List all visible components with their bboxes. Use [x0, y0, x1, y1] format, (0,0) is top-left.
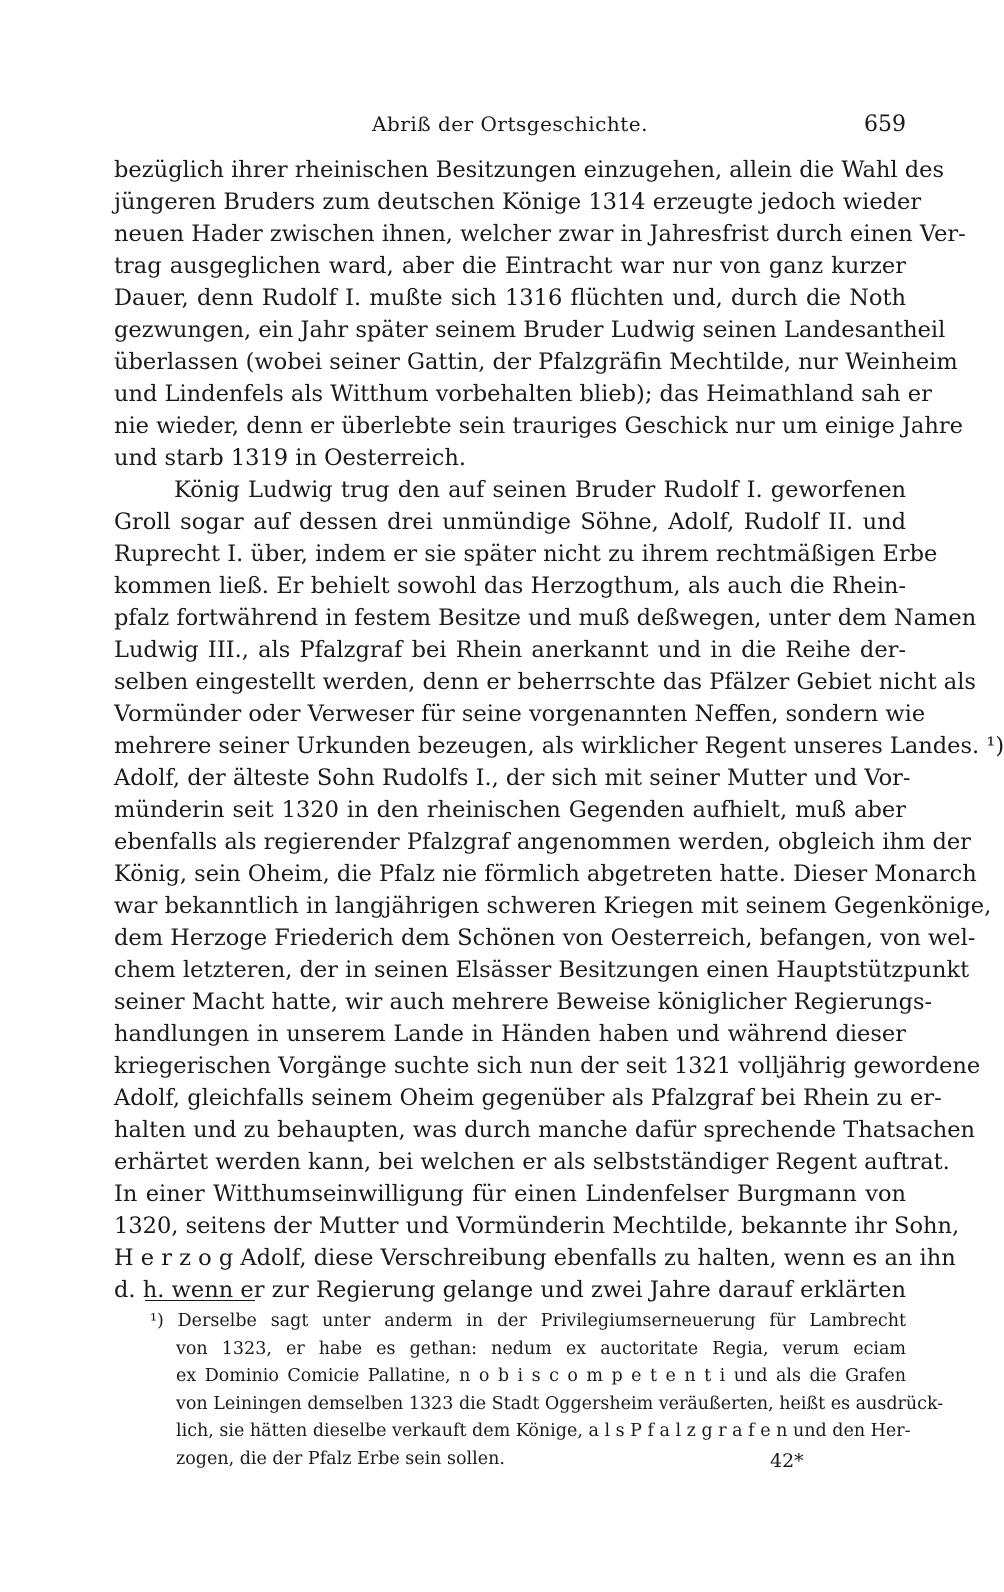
text-line: handlungen in unserem Lande in Händen haben und während dieser [114, 1021, 906, 1047]
text-line: war bekanntlich in langjährigen schweren Kriegen mit seinem Gegenkönige, [114, 893, 992, 919]
text-line: dem Herzoge Friederich dem Schönen von Oesterreich, befangen, von wel- [114, 925, 976, 951]
text-line: überlassen (wobei seiner Gattin, der Pfalzgräfin Mechtilde, nur Weinheim [114, 349, 958, 375]
text-line: und Lindenfels als Witthum vorbehalten blieb); das Heimathland sah er [114, 381, 932, 407]
text-line: nie wieder, denn er überlebte sein trauriges Geschick nur um einige Jahre [114, 413, 963, 439]
running-title: Abriß der Ortsgeschichte. [372, 112, 648, 136]
text-line: Adolf, gleichfalls seinem Oheim gegenüber als Pfalzgraf bei Rhein zu er- [114, 1085, 942, 1111]
text-line: Ludwig III., als Pfalzgraf bei Rhein anerkannt und in die Reihe der- [114, 637, 906, 663]
text-line: neuen Hader zwischen ihnen, welcher zwar in Jahresfrist durch einen Ver- [114, 221, 966, 247]
text-line: H e r z o g Adolf, diese Verschreibung ebenfalls zu halten, wenn es an ihn [114, 1245, 956, 1271]
text-line: gezwungen, ein Jahr später seinem Bruder Ludwig seinen Landesantheil [114, 317, 946, 343]
text-line: ebenfalls als regierender Pfalzgraf angenommen werden, obgleich ihm der [114, 829, 971, 855]
text-line: König, sein Oheim, die Pfalz nie förmlich abgetreten hatte. Dieser Monarch [114, 861, 977, 887]
text-line: Dauer, denn Rudolf I. mußte sich 1316 flüchten und, durch die Noth [114, 285, 906, 311]
main-text [114, 154, 1004, 1306]
text-line: König Ludwig trug den auf seinen Bruder Rudolf I. geworfenen [174, 477, 906, 503]
footnote-line: zogen, die der Pfalz Erbe sein sollen. [176, 1448, 505, 1469]
text-line: d. h. wenn er zur Regierung gelange und zwei Jahre darauf erklärten [114, 1277, 906, 1303]
text-line: kriegerischen Vorgänge suchte sich nun der seit 1321 volljährig gewordene [114, 1053, 981, 1079]
text-line: Adolf, der älteste Sohn Rudolfs I., der sich mit seiner Mutter und Vor- [114, 765, 911, 791]
footnote-line: ¹) Derselbe sagt unter anderm in der Privilegiumserneuerung für Lambrecht [150, 1311, 906, 1331]
text-line: selben eingestellt werden, denn er beherrschte das Pfälzer Gebiet nicht als [114, 669, 976, 695]
text-line: In einer Witthumseinwilligung für einen Lindenfelser Burgmann von [114, 1181, 906, 1207]
text-line: und starb 1319 in Oesterreich. [114, 445, 467, 471]
text-line: münderin seit 1320 in den rheinischen Gegenden aufhielt, muß aber [114, 797, 906, 823]
text-line: trag ausgeglichen ward, aber die Eintracht war nur von ganz kurzer [114, 253, 906, 279]
footnote-line: von 1323, er habe es gethan: nedum ex auctoritate Regia, verum eciam [176, 1338, 906, 1359]
text-line: kommen ließ. Er behielt sowohl das Herzogthum, als auch die Rhein- [114, 573, 906, 599]
text-line: Vormünder oder Verweser für seine vorgenannten Neffen, sondern wie [114, 701, 926, 727]
page-number: 659 [864, 112, 906, 137]
footnote-line: lich, sie hätten dieselbe verkauft dem Könige, a l s P f a l z g r a f e n und den Her- [176, 1421, 911, 1441]
text-line: mehrere seiner Urkunden bezeugen, als wirklicher Regent unseres Landes. ¹) [114, 733, 1004, 759]
text-line: Ruprecht I. über, indem er sie später nicht zu ihrem rechtmäßigen Erbe [114, 541, 938, 567]
text-line: erhärtet werden kann, bei welchen er als selbstständiger Regent auftrat. [114, 1149, 950, 1175]
footnote-line: ex Dominio Comicie Pallatine, n o b i s c o m p e t e n t i und als die Grafen [176, 1366, 906, 1386]
page-header [114, 112, 906, 142]
text-line: seiner Macht hatte, wir auch mehrere Beweise königlicher Regierungs- [114, 989, 933, 1015]
text-line: bezüglich ihrer rheinischen Besitzungen einzugehen, allein die Wahl des [114, 157, 945, 183]
footnotes [150, 1308, 944, 1473]
footnote-divider [145, 1300, 255, 1301]
footnote-line: von Leiningen demselben 1323 die Stadt Oggersheim veräußerten, heißt es ausdrück- [176, 1393, 944, 1414]
text-line: Groll sogar auf dessen drei unmündige Söhne, Adolf, Rudolf II. und [114, 509, 906, 535]
text-line: pfalz fortwährend in festem Besitze und muß deßwegen, unter dem Namen [114, 605, 977, 631]
text-line: jüngeren Bruders zum deutschen Könige 1314 erzeugte jedoch wieder [114, 189, 922, 215]
text-line: 1320, seitens der Mutter und Vormünderin Mechtilde, bekannte ihr Sohn, [114, 1213, 960, 1239]
text-line: halten und zu behaupten, was durch manche dafür sprechende Thatsachen [114, 1117, 976, 1143]
signature-mark: 42* [770, 1450, 804, 1472]
text-line: chem letzteren, der in seinen Elsässer Besitzungen einen Hauptstützpunkt [114, 957, 970, 983]
